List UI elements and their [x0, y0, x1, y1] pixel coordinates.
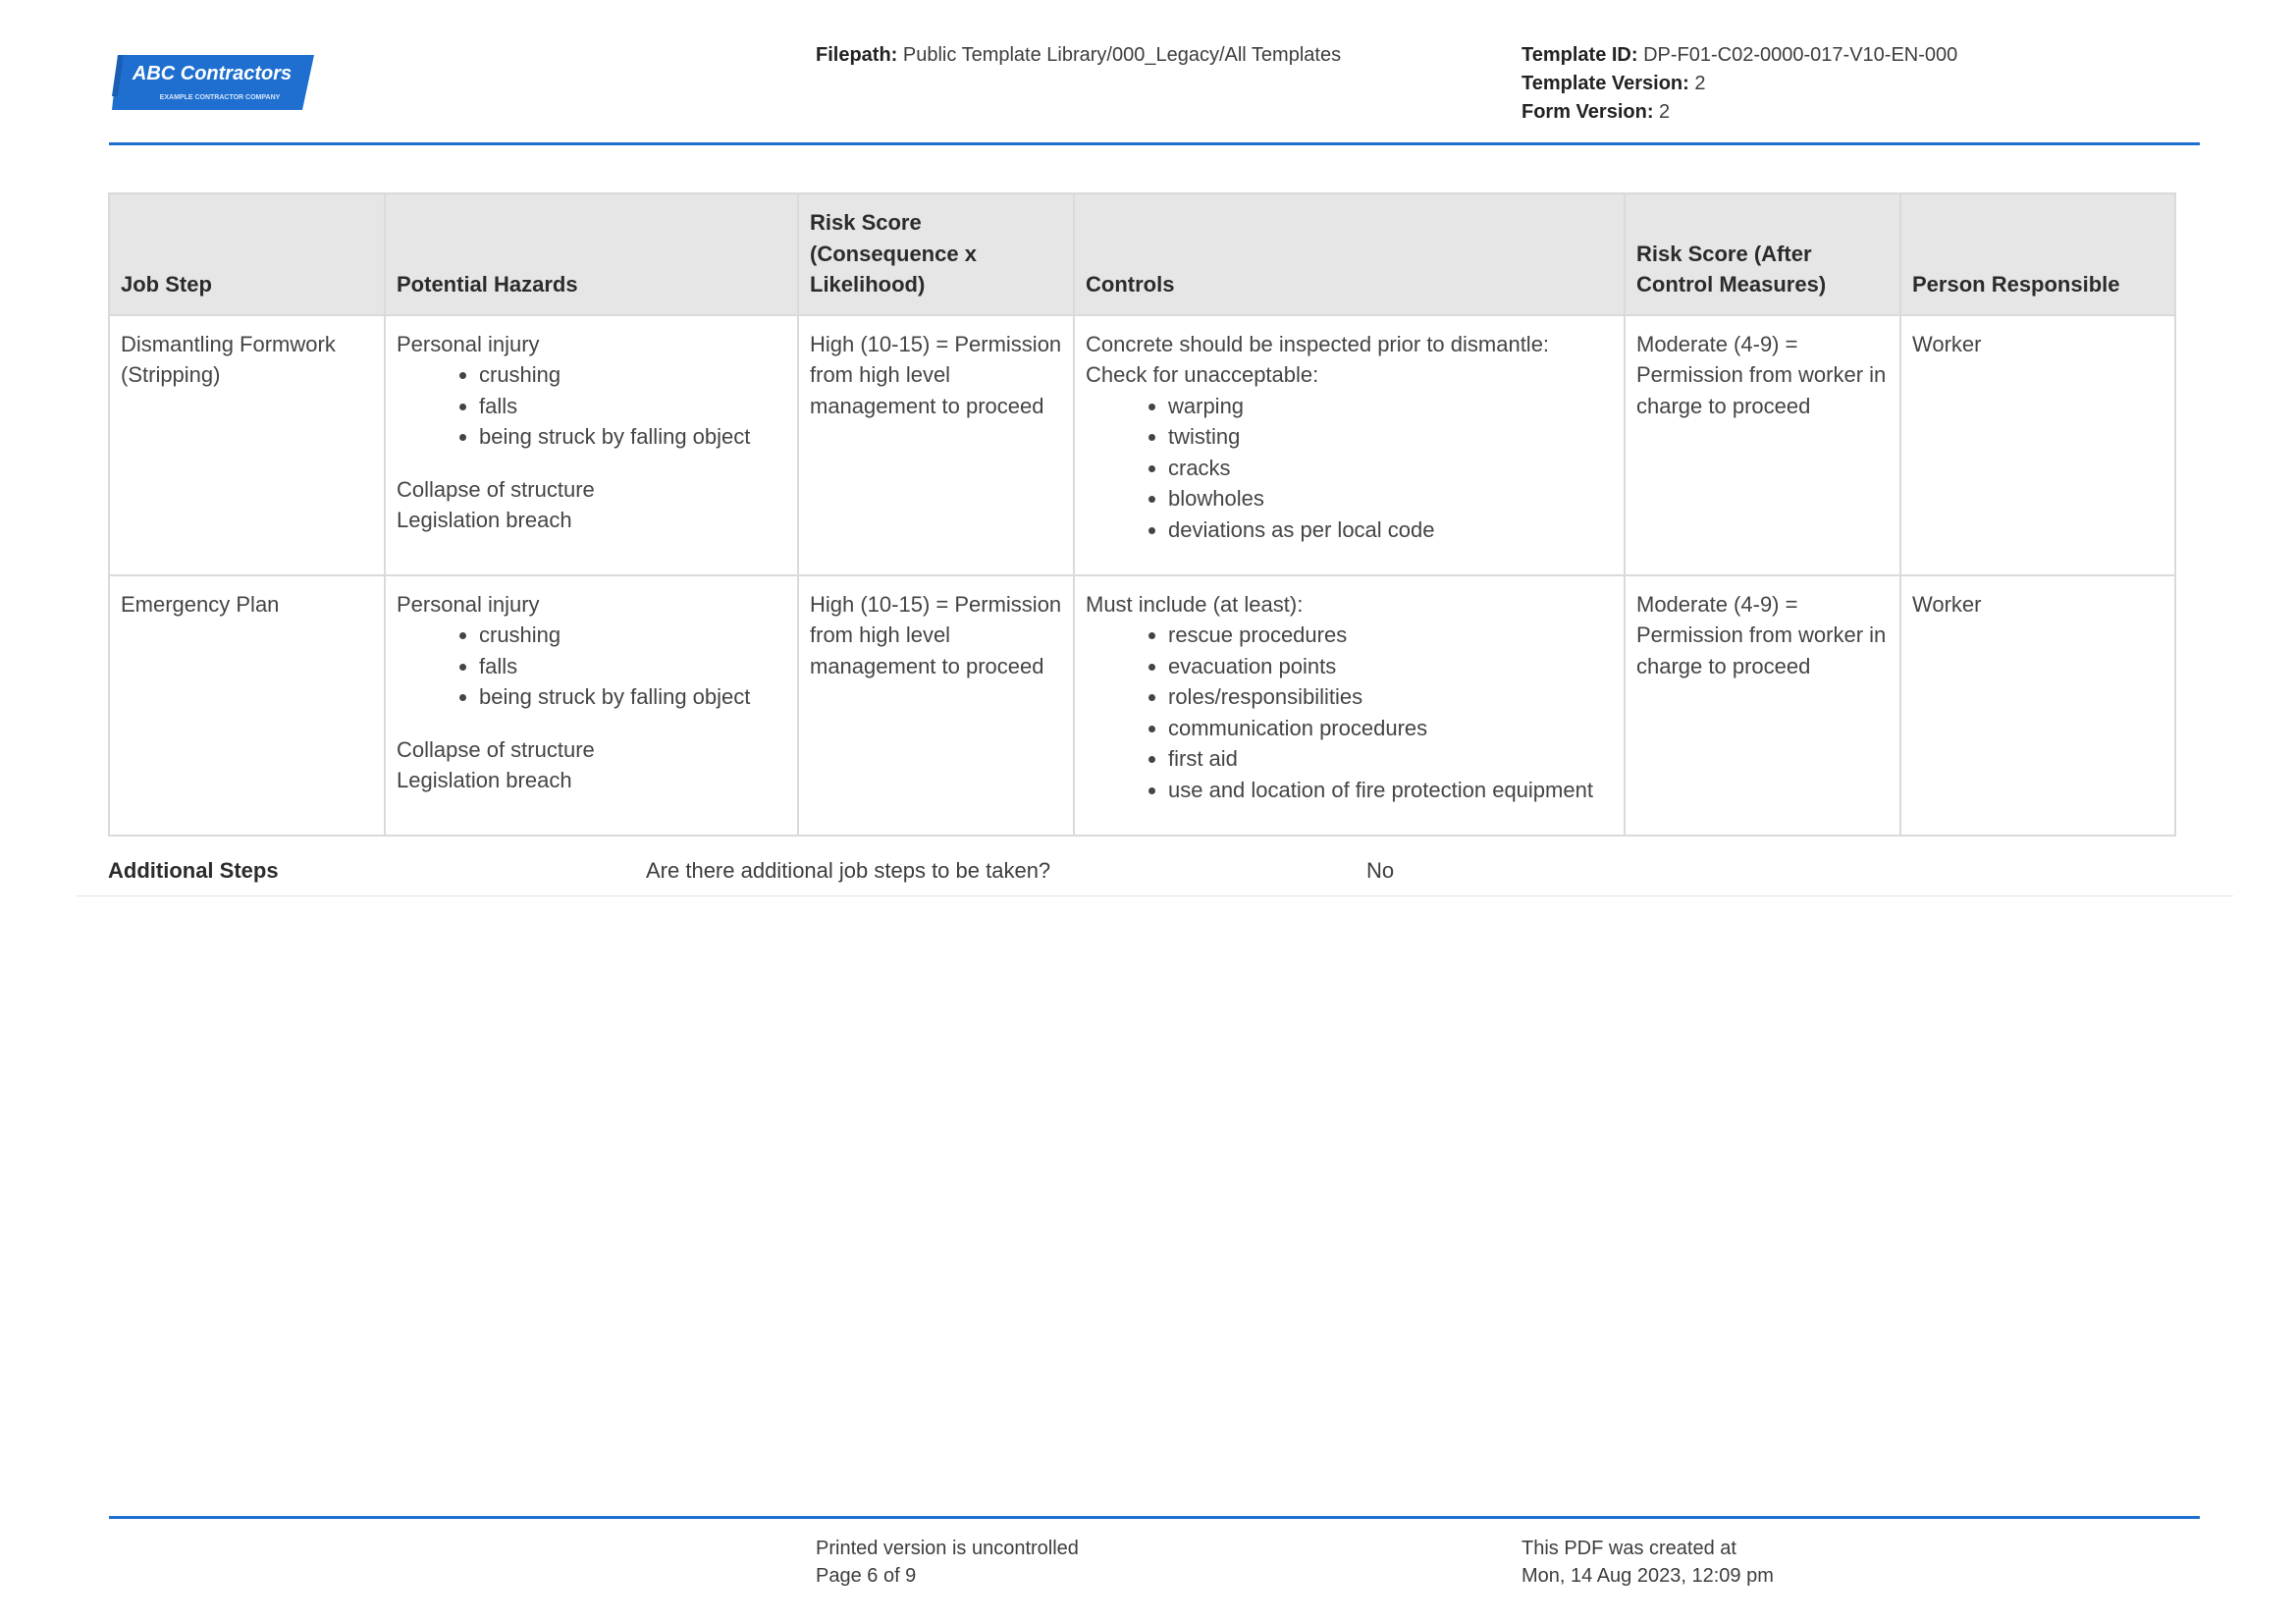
hazard-intro: Personal injury: [397, 591, 540, 617]
created-timestamp: Mon, 14 Aug 2023, 12:09 pm: [1522, 1565, 1774, 1587]
logo-tagline: EXAMPLE CONTRACTOR COMPANY: [159, 94, 281, 101]
hazard-intro: Personal injury: [397, 331, 540, 356]
controls-intro: Must include (at least):: [1086, 591, 1304, 617]
page-header: [0, 0, 2296, 145]
hazard-extra: Legislation breach: [397, 508, 572, 532]
list-item: • falls: [479, 391, 786, 422]
list-item: • evacuation points: [1168, 651, 1613, 682]
additional-steps-answer: No: [1366, 858, 1395, 883]
column-header-risk-score-after: Risk Score (After Control Measures): [1625, 193, 1900, 315]
controls-cell: [1074, 315, 1625, 575]
form-version-label: Form Version:: [1522, 101, 1654, 123]
table-row: [109, 575, 2175, 836]
controls-list: [1086, 620, 1613, 805]
logo-name: ABC Contractors: [132, 63, 293, 84]
list-item: • blowholes: [1168, 483, 1613, 514]
column-header-job-step: Job Step: [109, 193, 385, 315]
risk-score-cell: High (10-15) = Permission from high level management to proceed: [798, 575, 1074, 836]
controls-cell: [1074, 575, 1625, 836]
controls-list: [1086, 391, 1613, 546]
person-responsible-cell: Worker: [1900, 315, 2175, 575]
column-header-risk-score: Risk Score (Consequence x Likelihood): [798, 193, 1074, 315]
template-version-label: Template Version:: [1522, 73, 1689, 94]
footer-left: [816, 1535, 1079, 1590]
filepath-label: Filepath:: [816, 44, 898, 66]
header-divider: [109, 142, 2200, 145]
list-item: • being struck by falling object: [479, 421, 786, 453]
list-item: • crushing: [479, 620, 786, 651]
hazards-cell: [385, 315, 798, 575]
hazard-list: [397, 359, 786, 453]
filepath-block: [816, 41, 1341, 70]
risk-score-after-cell: Moderate (4-9) = Permission from worker in charge to proceed: [1625, 575, 1900, 836]
column-header-person-responsible: Person Responsible: [1900, 193, 2175, 315]
table-row: [109, 315, 2175, 575]
template-version-value: 2: [1694, 73, 1706, 94]
job-step-cell: Dismantling Formwork (Stripping): [109, 315, 385, 575]
controls-intro: Concrete should be inspected prior to dismantle:: [1086, 331, 1550, 356]
uncontrolled-notice: Printed version is uncontrolled: [816, 1538, 1079, 1559]
person-responsible-cell: Worker: [1900, 575, 2175, 836]
page-number: Page 6 of 9: [816, 1565, 917, 1587]
list-item: • deviations as per local code: [1168, 514, 1613, 546]
job-step-cell: Emergency Plan: [109, 575, 385, 836]
list-item: • twisting: [1168, 421, 1613, 453]
template-meta-block: [1522, 41, 1957, 127]
risk-assessment-table: [108, 192, 2176, 837]
template-version-line: [1522, 70, 1957, 98]
additional-steps-label: Additional Steps: [108, 858, 279, 883]
template-id-value: DP-F01-C02-0000-017-V10-EN-000: [1643, 44, 1958, 66]
hazard-extra: Collapse of structure: [397, 476, 595, 502]
list-item: • crushing: [479, 359, 786, 391]
risk-score-after-cell: Moderate (4-9) = Permission from worker in charge to proceed: [1625, 315, 1900, 575]
list-item: • use and location of fire protection equipment: [1168, 775, 1613, 806]
footer-right: [1522, 1535, 1774, 1590]
controls-intro: Check for unacceptable:: [1086, 362, 1319, 387]
additional-steps-question: Are there additional job steps to be taken?: [646, 858, 1051, 883]
table-header-row: [109, 193, 2175, 315]
template-id-line: [1522, 41, 1957, 70]
list-item: • first aid: [1168, 743, 1613, 775]
filepath-value: Public Template Library/000_Legacy/All Templates: [902, 44, 1342, 66]
form-version-value: 2: [1659, 101, 1671, 123]
list-item: • communication procedures: [1168, 713, 1613, 744]
list-item: • rescue procedures: [1168, 620, 1613, 651]
footer-divider: [109, 1516, 2200, 1519]
hazard-extra: Legislation breach: [397, 768, 572, 792]
company-logo: [110, 53, 316, 112]
hazard-list: [397, 620, 786, 713]
list-item: • warping: [1168, 391, 1613, 422]
hazards-cell: [385, 575, 798, 836]
list-item: • cracks: [1168, 453, 1613, 484]
template-id-label: Template ID:: [1522, 44, 1638, 66]
created-label: This PDF was created at: [1522, 1538, 1736, 1559]
list-item: • falls: [479, 651, 786, 682]
list-item: • roles/responsibilities: [1168, 681, 1613, 713]
additional-steps-divider: [77, 895, 2233, 896]
column-header-potential-hazards: Potential Hazards: [385, 193, 798, 315]
list-item: • being struck by falling object: [479, 681, 786, 713]
column-header-controls: Controls: [1074, 193, 1625, 315]
hazard-extra: Collapse of structure: [397, 736, 595, 762]
form-version-line: [1522, 98, 1957, 127]
risk-score-cell: High (10-15) = Permission from high level management to proceed: [798, 315, 1074, 575]
